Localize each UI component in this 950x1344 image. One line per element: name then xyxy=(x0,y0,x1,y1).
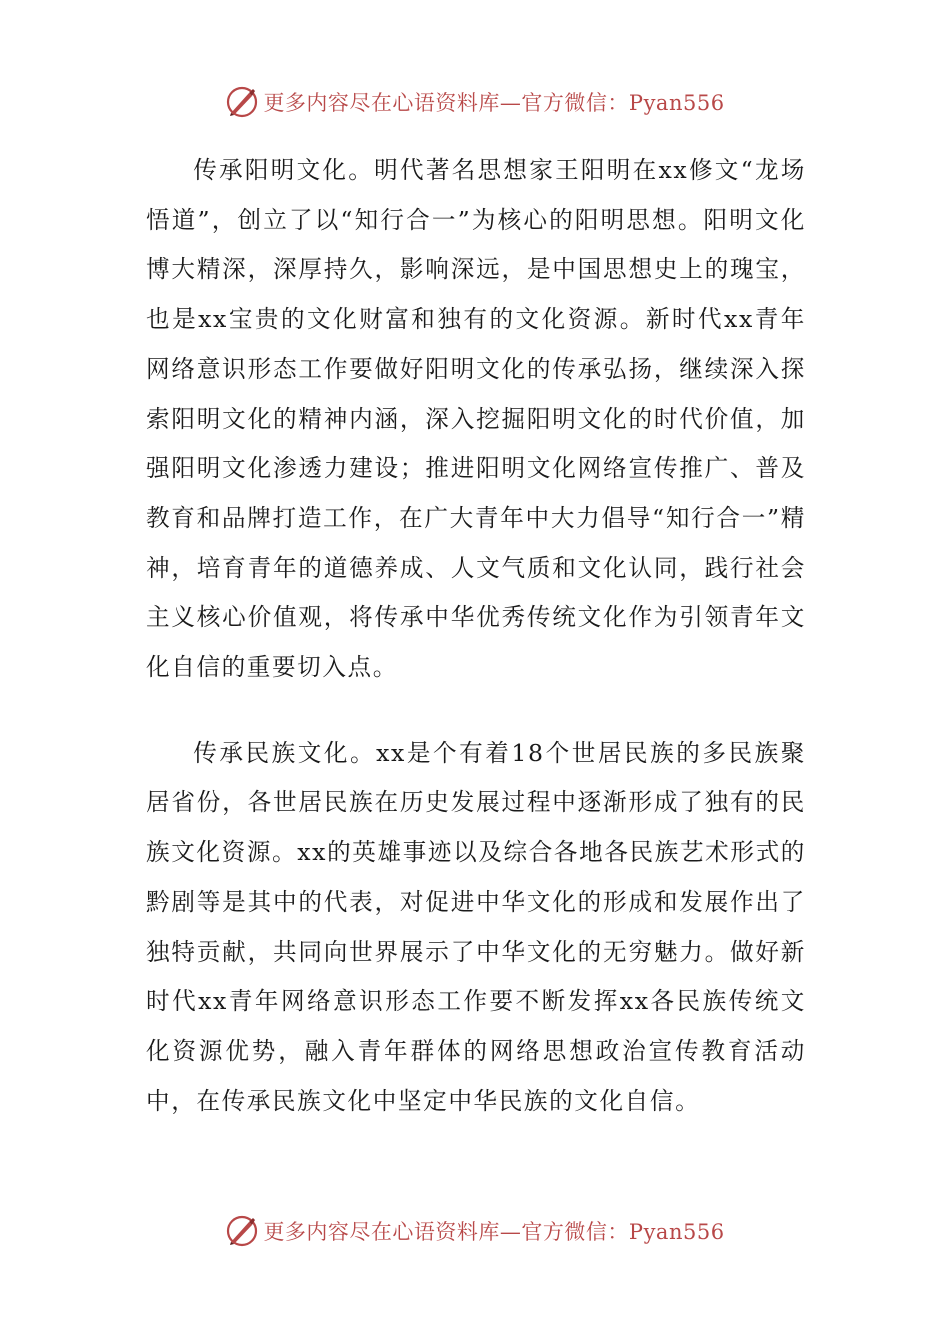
paragraph-ethnic-culture: 传承民族文化。xx是个有着18个世居民族的多民族聚居省份，各世居民族在历史发展过程中逐渐形成了独有的民族文化资源。xx的英雄事迹以及综合各地各民族艺术形式的黔剧等是其中的代表，对促进中华文化的形成和发展作出了独特贡献，共同向世界展示了中华文化的无穷魅力。做好新时代xx青年网络意识形态工作要不断发挥xx各民族传统文化资源优势，融入青年群体的网络思想政治宣传教育活动中，在传承民族文化中坚定中华民族的文化自信。 xyxy=(146,738,806,1115)
header-watermark xyxy=(0,82,950,122)
watermark-text: 更多内容尽在心语资料库—官方微信：Pyan556 xyxy=(263,91,725,115)
pen-logo-icon xyxy=(225,1214,259,1248)
footer-watermark xyxy=(0,1211,950,1251)
document-body xyxy=(146,146,806,1126)
pen-logo-icon xyxy=(225,85,259,119)
paragraph-yangming-culture: 传承阳明文化。明代著名思想家王阳明在xx修文“龙场悟道”，创立了以“知行合一”为核心的阳明思想。阳明文化博大精深，深厚持久，影响深远，是中国思想史上的瑰宝，也是xx宝贵的文化财富和独有的文化资源。新时代xx青年网络意识形态工作要做好阳明文化的传承弘扬，继续深入探索阳明文化的精神内涵，深入挖掘阳明文化的时代价值，加强阳明文化渗透力建设；推进阳明文化网络宣传推广、普及教育和品牌打造工作，在广大青年中大力倡导“知行合一”精神，培育青年的道德养成、人文气质和文化认同，践行社会主义核心价值观，将传承中华优秀传统文化作为引领青年文化自信的重要切入点。 xyxy=(146,156,806,682)
watermark-text: 更多内容尽在心语资料库—官方微信：Pyan556 xyxy=(263,1220,725,1244)
